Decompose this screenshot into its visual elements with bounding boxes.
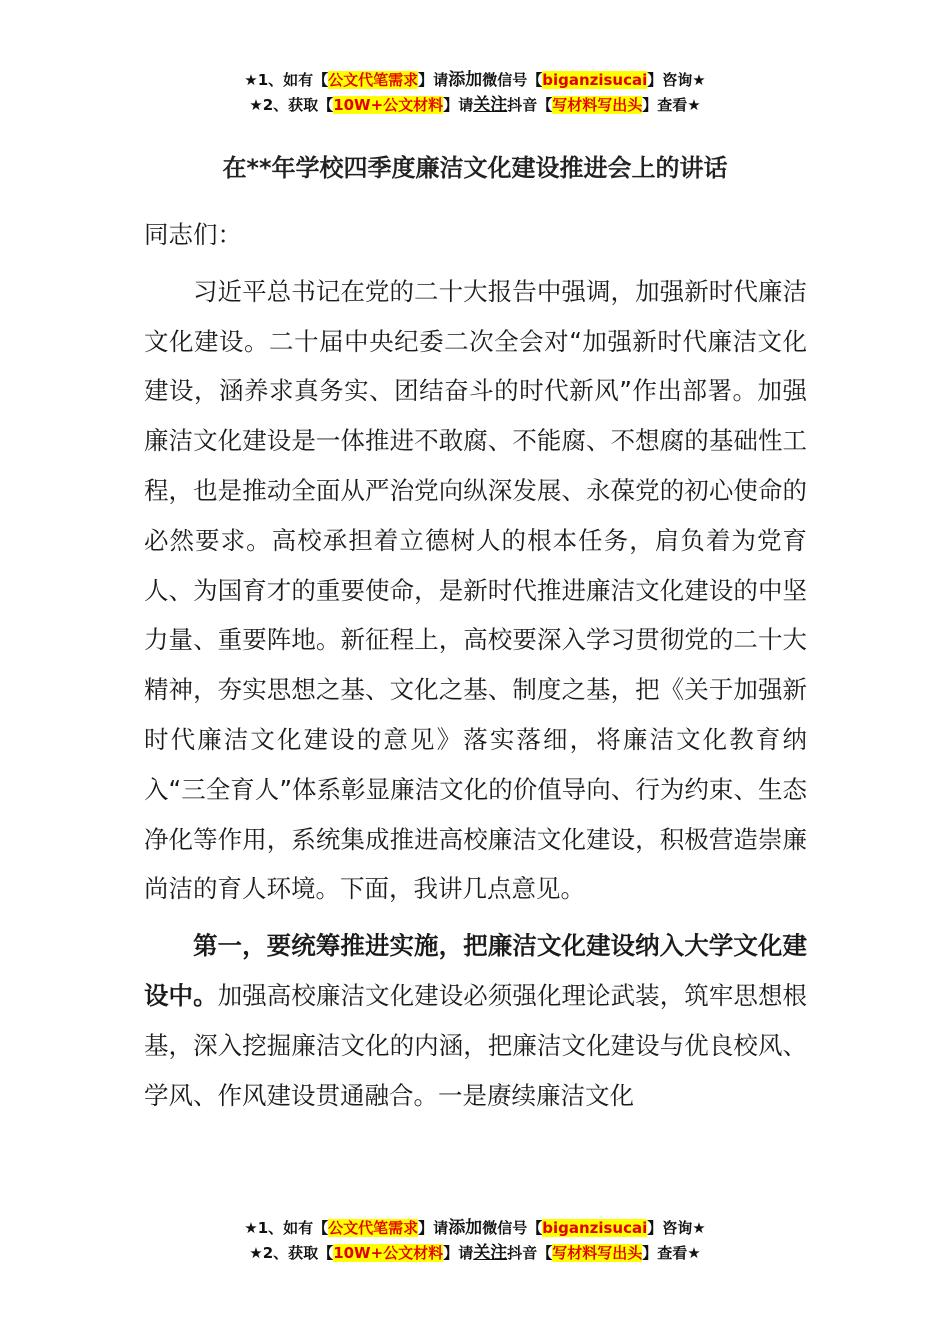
promo-text: 】请 (418, 71, 449, 89)
promo-highlight-wechat-id: biganzisucai (542, 1219, 648, 1237)
promo-line-1 (0, 68, 950, 93)
promo-text: 】请 (443, 96, 474, 114)
promo-text: 1、如有【 (257, 1219, 329, 1237)
section-heading: 第一，要统筹推进实施，把廉洁文化建设纳入大学文化建设中。 (144, 931, 807, 1010)
promo-text: 】请 (418, 1219, 449, 1237)
promo-text: 】查看 (642, 1244, 688, 1262)
greeting: 同志们： (144, 220, 242, 249)
promo-emphasis: 关注 (473, 95, 508, 115)
promo-footer (0, 1216, 950, 1266)
promo-highlight: 公文代笔需求 (328, 71, 419, 89)
promo-highlight-wechat-id: biganzisucai (542, 71, 648, 89)
promo-text: 2、获取【 (262, 1244, 334, 1262)
promo-text: 】咨询 (647, 71, 693, 89)
promo-highlight: 10W+公文材料 (333, 96, 444, 114)
promo-text: 】请 (443, 1244, 474, 1262)
star-icon: ★ (249, 1244, 263, 1262)
paragraph-first-point (144, 921, 807, 1120)
promo-text: 2、获取【 (262, 96, 334, 114)
promo-emphasis: 添加 (448, 1218, 483, 1238)
promo-text: 微信号【 (482, 71, 543, 89)
promo-line-2 (0, 93, 950, 118)
promo-emphasis: 关注 (473, 1243, 508, 1263)
promo-line-1 (0, 1216, 950, 1241)
promo-header (0, 68, 950, 118)
star-icon: ★ (687, 1244, 701, 1262)
promo-emphasis: 添加 (448, 70, 483, 90)
promo-text: 1、如有【 (257, 71, 329, 89)
star-icon: ★ (687, 96, 701, 114)
promo-highlight-douyin-name: 写材料写出头 (552, 96, 643, 114)
promo-highlight-douyin-name: 写材料写出头 (552, 1244, 643, 1262)
promo-highlight: 10W+公文材料 (333, 1244, 444, 1262)
promo-text: 抖音【 (507, 1244, 553, 1262)
star-icon: ★ (249, 96, 263, 114)
promo-text: 抖音【 (507, 96, 553, 114)
star-icon: ★ (244, 1219, 258, 1237)
section-body: 加强高校廉洁文化建设必须强化理论武装，筑牢思想根基，深入挖掘廉洁文化的内涵，把廉洁文化建设与优良校风、学风、作风建设贯通融合。一是赓续廉洁文化 (144, 980, 808, 1110)
promo-text: 】咨询 (647, 1219, 693, 1237)
star-icon: ★ (244, 71, 258, 89)
paragraph-intro: 习近平总书记在党的二十大报告中强调，加强新时代廉洁文化建设。二十届中央纪委二次全会对“加强新时代廉洁文化建设，涵养求真务实、团结奋斗的时代新风”作出部署。加强廉洁文化建设是一体推进不敢腐、不能腐、不想腐的基础性工程，也是推动全面从严治党向纵深发展、永葆党的初心使命的必然要求。高校承担着立德树人的根本任务，肩负着为党育人、为国育才的重要使命，是新时代推进廉洁文化建设的中坚力量、重要阵地。新征程上，高校要深入学习贯彻党的二十大精神，夯实思想之基、文化之基、制度之基，把《关于加强新时代廉洁文化建设的意见》落实落细，将廉洁文化教育纳入“三全育人”体系彰显廉洁文化的价值导向、行为约束、生态净化等作用，系统集成推进高校廉洁文化建设，积极营造崇廉尚洁的育人环境。下面，我讲几点意见。 (144, 276, 807, 904)
document-title: 在**年学校四季度廉洁文化建设推进会上的讲话 (222, 154, 728, 182)
promo-text: 微信号【 (482, 1219, 543, 1237)
document-body (144, 210, 807, 1127)
star-icon: ★ (692, 71, 706, 89)
star-icon: ★ (692, 1219, 706, 1237)
promo-line-2 (0, 1241, 950, 1266)
promo-text: 】查看 (642, 96, 688, 114)
promo-highlight: 公文代笔需求 (328, 1219, 419, 1237)
